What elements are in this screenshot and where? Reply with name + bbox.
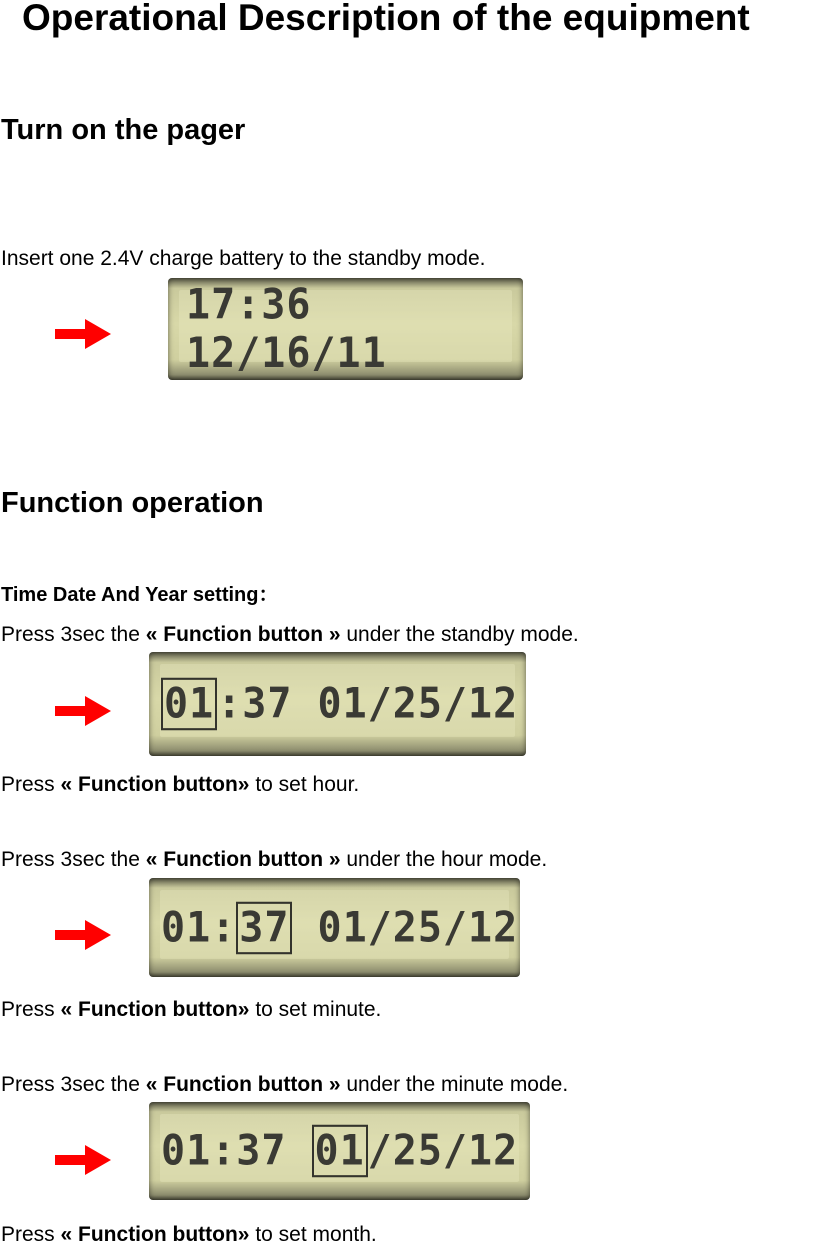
step-instruction: Press 3sec the « Function button » under the standby mode. — [1, 623, 579, 646]
lcd-readout: 01:37 01/25/12 — [161, 903, 518, 951]
right-arrow-icon — [55, 317, 113, 351]
lcd-display-month — [149, 1102, 530, 1200]
battery-instruction: Insert one 2.4V charge battery to the standby mode. — [1, 247, 486, 270]
subheading-time-date: Time Date And Year setting： — [1, 584, 279, 606]
step-instruction: Press 3sec the « Function button » under the hour mode. — [1, 848, 548, 871]
right-arrow-icon — [55, 1143, 113, 1177]
lcd-readout: 17:36 12/16/11 — [186, 280, 387, 378]
lcd-readout: 01:37 01/25/12 — [161, 1127, 518, 1175]
step-instruction: Press 3sec the « Function button » under the minute mode. — [1, 1073, 569, 1096]
lcd-display-standby — [168, 278, 523, 380]
right-arrow-icon — [55, 918, 113, 952]
section-heading-function: Function operation — [1, 487, 264, 519]
step-result: Press « Function button» to set hour. — [1, 773, 360, 796]
right-arrow-icon — [55, 694, 113, 728]
step-result: Press « Function button» to set minute. — [1, 998, 382, 1021]
page-title: Operational Description of the equipment — [22, 0, 750, 38]
blinking-field: 01 — [161, 678, 217, 731]
lcd-display-hour — [149, 652, 526, 756]
section-heading-turn-on: Turn on the pager — [1, 114, 246, 146]
step-result: Press « Function button» to set month. — [1, 1223, 377, 1246]
lcd-display-minute — [149, 878, 520, 977]
lcd-readout: 01:37 01/25/12 — [161, 680, 518, 728]
blinking-field: 01 — [312, 1125, 368, 1178]
blinking-field: 37 — [236, 901, 292, 954]
